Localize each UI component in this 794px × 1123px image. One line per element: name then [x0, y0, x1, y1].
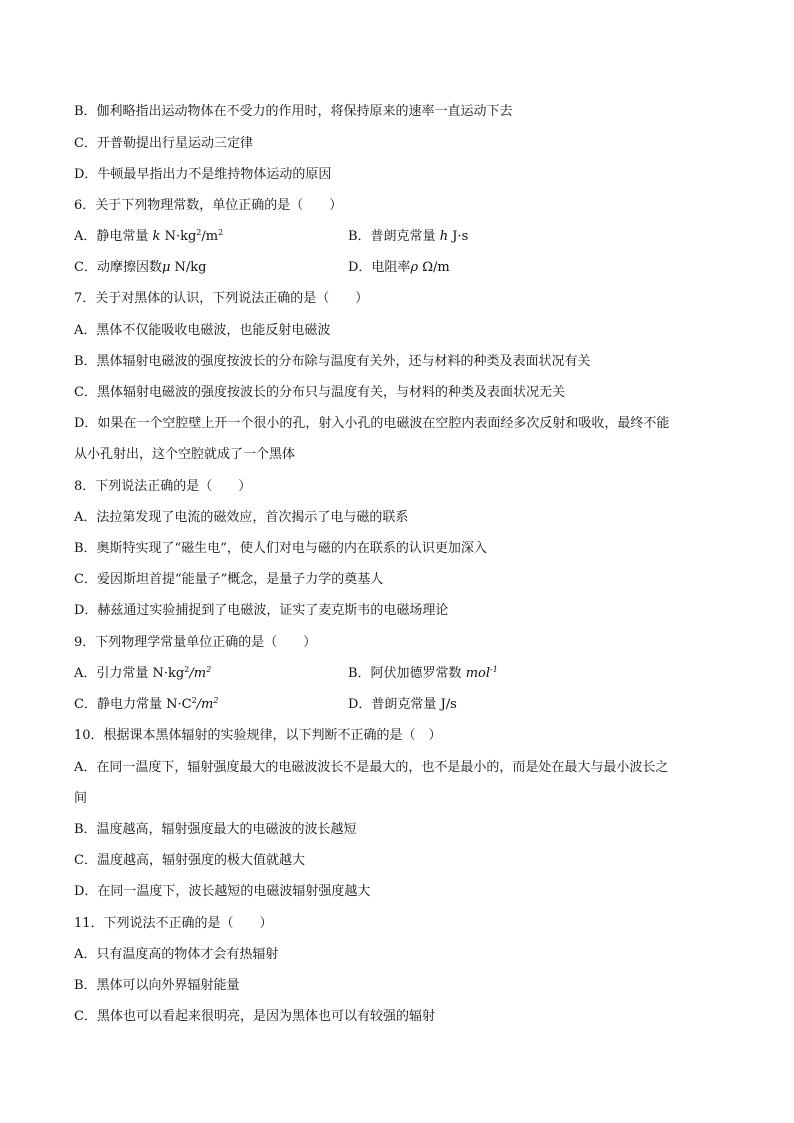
option-6b-unit: J·s — [452, 229, 469, 244]
option-8a: A．法拉第发现了电流的磁效应，首次揭示了电与磁的联系 — [74, 510, 409, 525]
option-6a-label: A．静电常量 — [74, 229, 149, 244]
option-6d — [348, 259, 450, 277]
option-9c — [74, 696, 218, 714]
option-8c: C．爱因斯坦首提“能量子”概念，是量子力学的奠基人 — [74, 572, 384, 587]
question-7: 7．关于对黑体的认识，下列说法正确的是（ ） — [74, 291, 369, 306]
option-10b: B．温度越高，辐射强度最大的电磁波的波长越短 — [74, 822, 357, 837]
option-6d-label: D．电阻率 — [348, 260, 411, 275]
option-6d-unit: Ω/m — [422, 260, 450, 275]
option-10d: D．在同一温度下，波长越短的电磁波辐射强度越大 — [74, 884, 371, 899]
option-9a-unit2: /m — [189, 666, 207, 681]
option-7c: C．黑体辐射电磁波的强度按波长的分布只与温度有关，与材料的种类及表面状况无关 — [74, 385, 565, 400]
question-9: 9．下列物理学常量单位正确的是（ ） — [74, 635, 317, 650]
option-6d-symbol: ρ — [410, 260, 419, 275]
question-10: 10．根据课本黑体辐射的实验规律，以下判断不正确的是（ ） — [74, 728, 442, 743]
question-8: 8．下列说法正确的是（ ） — [74, 479, 252, 494]
option-9d — [348, 696, 457, 714]
option-6a-unit: N·kg — [164, 229, 197, 244]
option-9a — [74, 665, 211, 683]
question-6: 6．关于下列物理常数，单位正确的是（ ） — [74, 198, 343, 213]
option-6b-symbol: h — [439, 229, 449, 244]
option-6a-exp2: 2 — [218, 228, 224, 237]
option-6b — [348, 228, 468, 246]
option-10a: A．在同一温度下，辐射强度最大的电磁波波长不是最大的，也不是最小的，而是处在最大与最小波长之 — [74, 760, 669, 775]
option-9c-exp2: 2 — [213, 696, 219, 705]
option-6c-label: C．动摩擦因数 — [74, 260, 162, 275]
option-9d-label: D．普朗克常量 — [348, 697, 437, 712]
option-9a-label: A．引力常量 — [74, 666, 149, 681]
option-9c-unit: N·C — [166, 697, 192, 712]
option-7d-cont: 从小孔射出，这个空腔就成了一个黑体 — [74, 447, 296, 462]
option-9b-label: B．阿伏加德罗常数 — [348, 666, 462, 681]
option-6a-unit2: /m — [201, 229, 219, 244]
option-5c: C．开普勒提出行星运动三定律 — [74, 136, 253, 151]
option-6a-symbol: k — [152, 229, 161, 244]
option-10a-cont: 间 — [74, 791, 88, 806]
option-5d: D．牛顿最早指出力不是维持物体运动的原因 — [74, 167, 332, 182]
option-6c-symbol: μ — [161, 260, 171, 275]
option-6c-unit: N/kg — [174, 260, 207, 275]
option-9b — [348, 665, 498, 683]
question-11: 11．下列说法不正确的是（ ） — [74, 916, 273, 931]
option-11a: A．只有温度高的物体才会有热辐射 — [74, 947, 279, 962]
option-6a — [74, 228, 223, 246]
option-6b-label: B．普朗克常量 — [348, 229, 436, 244]
option-7a: A．黑体不仅能吸收电磁波，也能反射电磁波 — [74, 323, 331, 338]
option-5b: B．伽利略指出运动物体在不受力的作用时，将保持原来的速率一直运动下去 — [74, 104, 513, 119]
option-9a-unit: N·kg — [152, 666, 185, 681]
option-9b-exp: -1 — [490, 665, 498, 674]
option-11b: B．黑体可以向外界辐射能量 — [74, 978, 240, 993]
option-8b: B．奥斯特实现了“磁生电”，使人们对电与磁的内在联系的认识更加深入 — [74, 541, 487, 556]
option-9c-label: C．静电力常量 — [74, 697, 162, 712]
option-9d-unit: J/s — [440, 697, 457, 712]
option-7d: D．如果在一个空腔壁上开一个很小的孔，射入小孔的电磁波在空腔内表面经多次反射和吸收，最终不能 — [74, 416, 670, 431]
option-10c: C．温度越高，辐射强度的极大值就越大 — [74, 853, 305, 868]
option-7b: B．黑体辐射电磁波的强度按波长的分布除与温度有关外，还与材料的种类及表面状况有关 — [74, 354, 591, 369]
option-9a-exp: 2 — [184, 665, 190, 674]
option-6c — [74, 259, 207, 277]
option-9c-unit2: /m — [196, 697, 214, 712]
option-11c: C．黑体也可以看起来很明亮，是因为黑体也可以有较强的辐射 — [74, 1009, 435, 1024]
option-6a-exp: 2 — [196, 228, 202, 237]
option-9a-exp2: 2 — [206, 665, 212, 674]
option-9b-unit: mol — [465, 666, 491, 681]
option-8d: D．赫兹通过实验捕捉到了电磁波，证实了麦克斯韦的电磁场理论 — [74, 603, 449, 618]
option-9c-exp: 2 — [191, 696, 197, 705]
